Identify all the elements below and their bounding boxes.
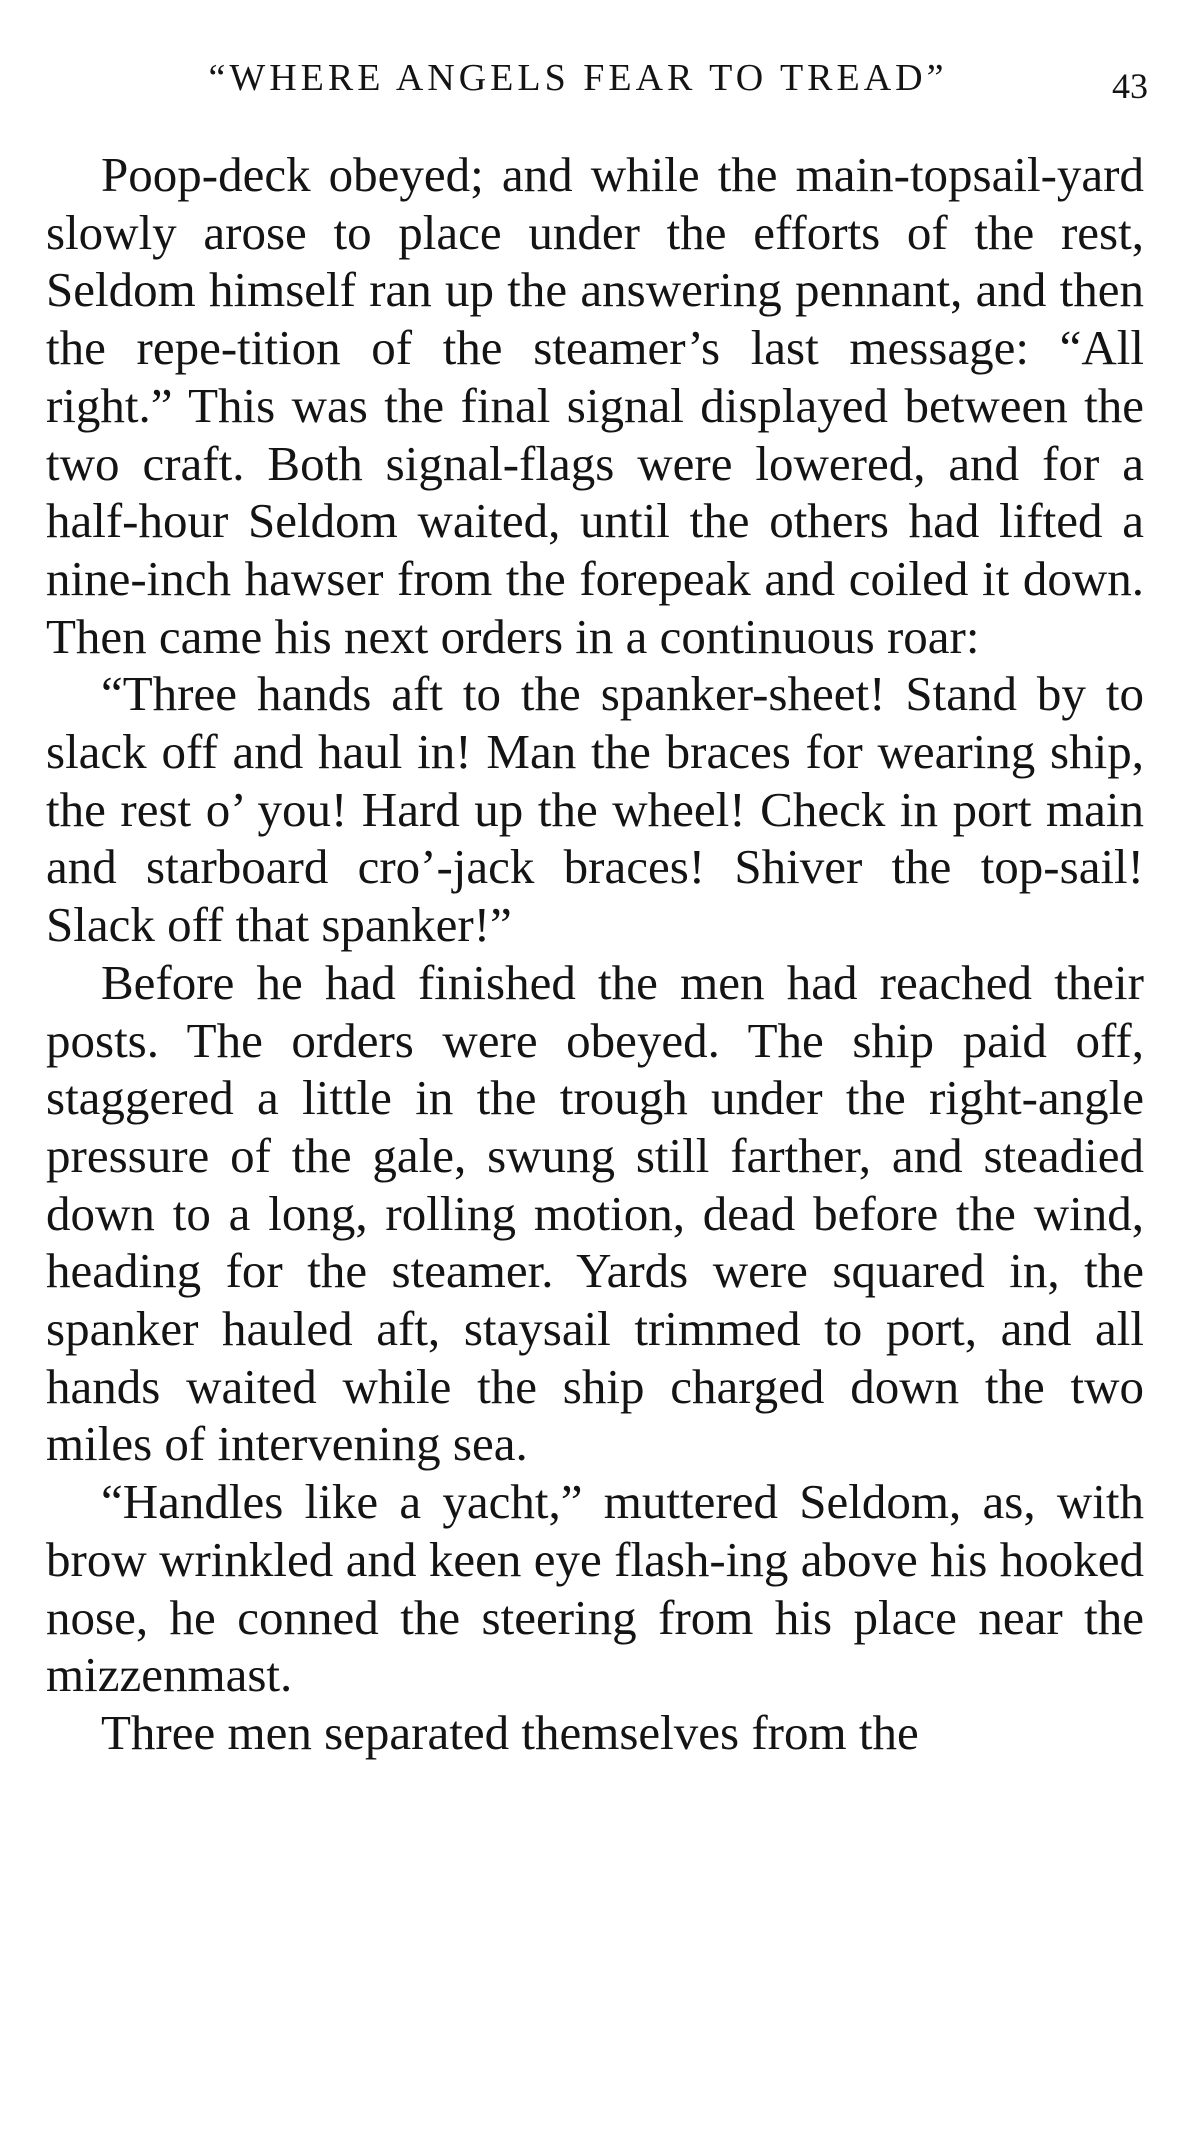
paragraph-5: Three men separated themselves from the [101, 1704, 919, 1760]
paragraph-4: “Handles like a yacht,” muttered Seldom, as, with brow wrinkled and keen eye flash-ing above his hooked nose, he conned the steering from his place near the mizzenmast. [46, 1474, 1144, 1703]
running-title: “WHERE ANGELS FEAR TO TREAD” [208, 57, 948, 99]
paragraph-3: Before he had finished the men had reached their posts. The orders were obeyed. The ship paid off, staggered a little in the trough under the right-angle pressure of the gale, swung still farther, and steadied down to a long, rolling motion, dead before the wind, heading for the steamer. Yards were squared in, the spanker hauled aft, staysail trimmed to port, and all hands waited while the ship charged down the two miles of intervening sea. [46, 954, 1144, 1472]
page-number: 43 [1112, 66, 1148, 106]
body-text [46, 146, 1144, 1762]
paragraph-1: Poop-deck obeyed; and while the main-topsail-yard slowly arose to place under the efforts of the rest, Seldom himself ran up the answering pennant, and then the repe-tition of the steamer’s last message: “All right.” This was the final signal displayed between the two craft. Both signal-flags were lowered, and for a half-hour Seldom waited, until the others had lifted a nine-inch hawser from the forepeak and coiled it down. Then came his next orders in a continuous roar: [46, 147, 1144, 664]
running-head [48, 48, 1148, 108]
paragraph-2: “Three hands aft to the spanker-sheet! Stand by to slack off and haul in! Man the braces for wearing ship, the rest o’ you! Hard up the wheel! Check in port main and starboard cro’-jack braces! Shiver the top-sail! Slack off that spanker!” [46, 666, 1144, 953]
